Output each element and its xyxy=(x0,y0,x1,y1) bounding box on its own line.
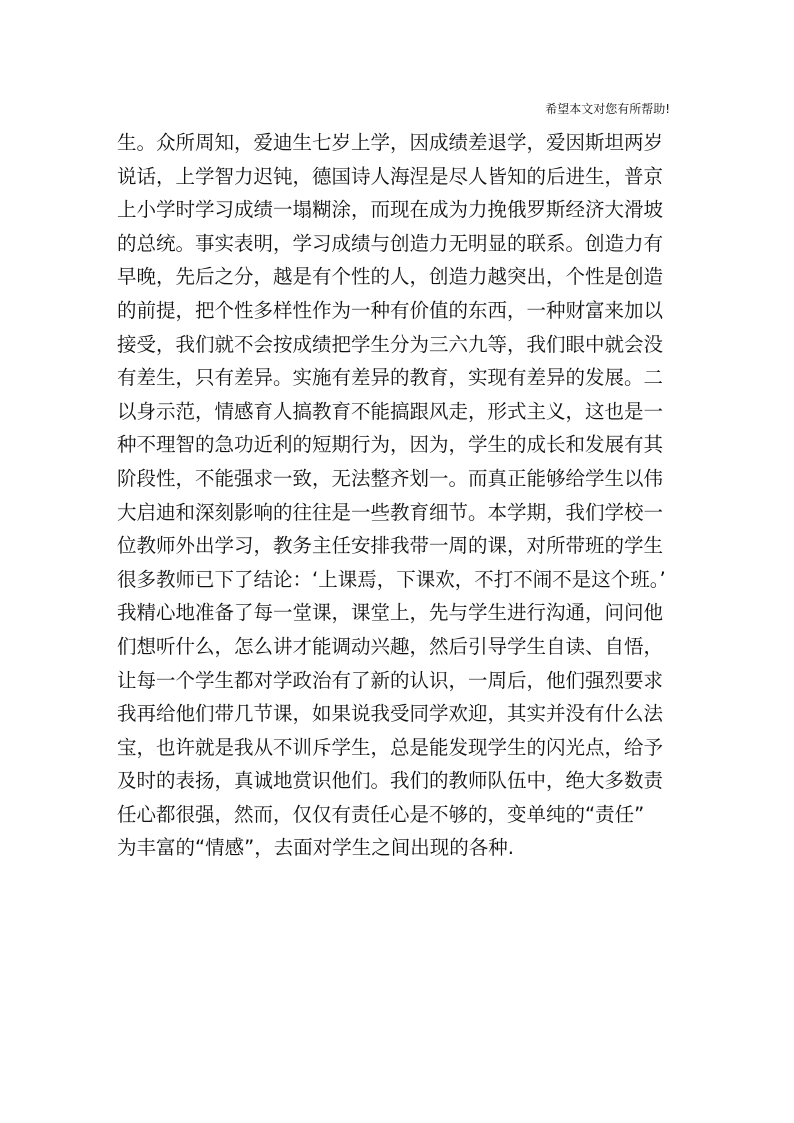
text-line: 很多教师已下了结论：‘上课焉，下课欢，不打不闹不是这个班。’ xyxy=(117,567,666,591)
text-line: 上小学时学习成绩一塌糊涂，而现在成为力挽俄罗斯经济大滑坡 xyxy=(117,198,664,222)
text-line: 我精心地准备了每一堂课，课堂上，先与学生进行沟通，问问他 xyxy=(117,601,664,625)
text-line: 及时的表扬，真诚地赏识他们。我们的教师队伍中，绝大多数责 xyxy=(117,769,664,793)
text-line: 的前提，把个性多样性作为一种有价值的东西，一种财富来加以 xyxy=(117,298,664,322)
text-line: 以身示范，情感育人搞教育不能搞跟风走，形式主义，这也是一 xyxy=(117,399,664,423)
text-line: 的总统。事实表明，学习成绩与创造力无明显的联系。创造力有 xyxy=(117,231,664,255)
text-line: 任心都很强，然而，仅仅有责任心是不够的，变单纯的“责任” xyxy=(117,802,645,826)
text-line: 种不理智的急功近利的短期行为，因为，学生的成长和发展有其 xyxy=(117,433,664,457)
text-line: 们想听什么，怎么讲才能调动兴趣，然后引导学生自读、自悟， xyxy=(117,634,664,658)
text-line: 大启迪和深刻影响的往往是一些教育细节。本学期，我们学校一 xyxy=(117,500,664,524)
body-text xyxy=(117,126,697,865)
text-line: 我再给他们带几节课，如果说我受同学欢迎，其实并没有什么法 xyxy=(117,702,664,726)
text-line: 让每一个学生都对学政治有了新的认识，一周后，他们强烈要求 xyxy=(117,668,664,692)
text-line: 宝，也许就是我从不训斥学生，总是能发现学生的闪光点，给予 xyxy=(117,735,664,759)
text-line: 接受，我们就不会按成绩把学生分为三六九等，我们眼中就会没 xyxy=(117,332,664,356)
text-line: 位教师外出学习，教务主任安排我带一周的课，对所带班的学生 xyxy=(117,534,664,558)
text-line: 早晚，先后之分，越是有个性的人，创造力越突出，个性是创造 xyxy=(117,265,664,289)
text-line: 说话，上学智力迟钝，德国诗人海涅是尽人皆知的后进生，普京 xyxy=(117,164,664,188)
header-note: 希望本文对您有所帮助! xyxy=(545,102,670,116)
text-line: 为丰富的“情感”，去面对学生之间出现的各种. xyxy=(117,836,514,860)
text-line: 阶段性，不能强求一致，无法整齐划一。而真正能够给学生以伟 xyxy=(117,466,664,490)
text-line: 有差生，只有差异。实施有差异的教育，实现有差异的发展。二 xyxy=(117,366,664,390)
text-line: 生。众所周知，爱迪生七岁上学，因成绩差退学，爱因斯坦两岁 xyxy=(117,131,664,154)
